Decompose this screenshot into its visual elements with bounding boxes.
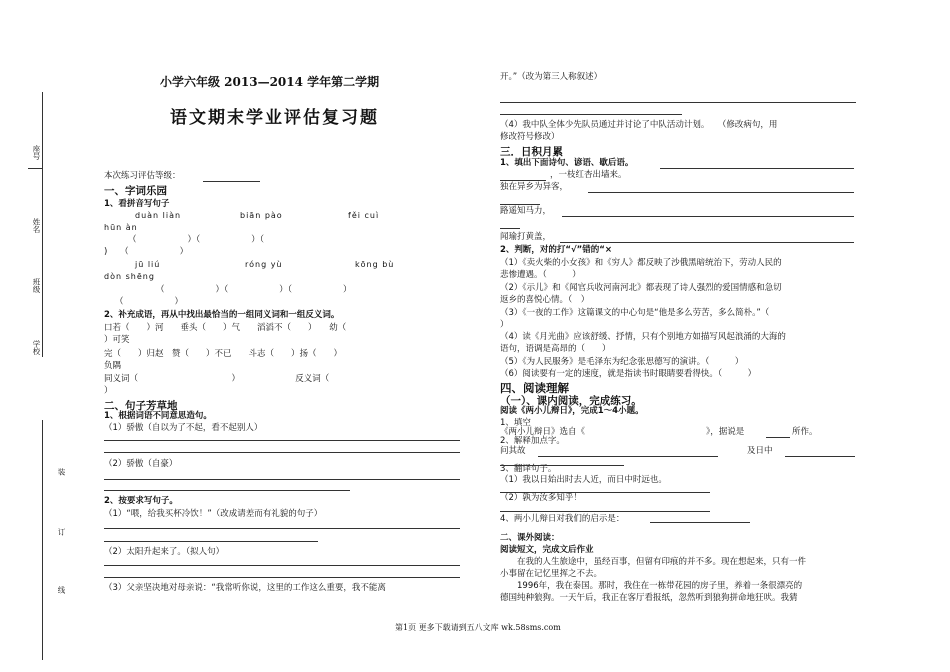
- pinyin-5: jū liú: [135, 260, 161, 269]
- idiom-line-2[interactable]: 完（ ）归赵 赞（ ）不已 斗志（ ）扬（ ）: [104, 349, 343, 359]
- judge-1a: （1）《卖火柴的小女孩》和《穷人》都反映了沙俄黑暗统治下，劳动人民的: [500, 258, 782, 268]
- r1-line-a: 《两小儿辩日》选自《: [500, 427, 586, 437]
- answer-line[interactable]: [500, 102, 856, 103]
- pinyin-7: kōng bù: [355, 260, 395, 269]
- pinyin-6: róng yù: [245, 260, 283, 269]
- answer-line[interactable]: [562, 216, 854, 217]
- answer-line[interactable]: [500, 465, 624, 466]
- s3-q2: 2、判断，对的打“√”错的“×: [500, 245, 612, 255]
- synonym-line[interactable]: 同义词（ ） 反义词（: [104, 374, 330, 384]
- r-q2-d2: 修改符号修改）: [500, 132, 560, 142]
- answer-line[interactable]: [500, 204, 540, 205]
- s3-l4: 闻瑜打黄盖，: [500, 232, 552, 242]
- answer-line[interactable]: [104, 528, 460, 529]
- passage-p1a: 在我的人生旅途中，虽经百事，但留有印痕的并不多。现在想起来，只有一件: [500, 557, 807, 567]
- school-year-title: 小学六年级 2013—2014 学年第二学期: [160, 75, 380, 89]
- section3-title: 三．日积月累: [500, 146, 563, 158]
- answer-line[interactable]: [500, 180, 546, 181]
- s4-sub2-title: 阅读短文，完成文后作业: [500, 545, 594, 555]
- pinyin-4: hūn àn: [104, 223, 138, 232]
- s2-q1-a: （1）骄傲（自以为了不起，看不起别人）: [104, 423, 263, 433]
- answer-line[interactable]: [104, 541, 318, 542]
- answer-line[interactable]: [104, 490, 350, 491]
- answer-line[interactable]: [660, 168, 854, 169]
- answer-blank[interactable]: [766, 437, 790, 438]
- r-q2-d1: （4）我中队全体少先队员通过并讨论了中队活动计划。 （修改病句，用: [500, 120, 778, 130]
- r3: 3、翻译句子。: [500, 464, 557, 474]
- section2-title: 二、句子芳草地: [104, 400, 178, 412]
- answer-line[interactable]: [104, 440, 460, 441]
- s2-q2-c: （3）父亲坚决地对母亲说：“我常听你说，这里的工作这么重要，我不能离: [104, 583, 386, 593]
- seat-label: 座号: [32, 145, 41, 160]
- pinyin-brackets-1[interactable]: （ ）（ ）（: [128, 235, 265, 245]
- pinyin-brackets-2b[interactable]: （ ）: [115, 297, 184, 307]
- pinyin-1: duàn liàn: [135, 211, 182, 220]
- s2-q2-title: 2、按要求写句子。: [104, 496, 178, 506]
- section4-title: 四、阅读理解: [500, 381, 569, 395]
- pinyin-brackets-1b[interactable]: ) （ ）: [104, 247, 189, 257]
- school-label: 学校: [32, 340, 41, 355]
- r1-line-c: 所作。: [792, 427, 818, 437]
- s4-sub2: 二、课外阅读：: [500, 533, 560, 543]
- answer-line[interactable]: [104, 565, 460, 566]
- s2-q1-title: 1、根据词语不同意思造句。: [104, 411, 212, 421]
- r1-line-b: 》，据说是: [706, 427, 745, 437]
- s2-q2-b: （2）太阳升起来了。（拟人句）: [104, 547, 225, 557]
- judge-1b[interactable]: 悲惨遭遇。（ ）: [500, 270, 581, 280]
- idiom-line-2b: 负隅: [104, 361, 122, 371]
- grade-blank[interactable]: [203, 181, 260, 182]
- answer-line[interactable]: [104, 479, 460, 480]
- r2: 2、解释加点字。: [500, 436, 565, 446]
- section1-title: 一、字词乐园: [104, 185, 167, 197]
- answer-blank[interactable]: [650, 522, 750, 523]
- r-cont-line: 开。”（改为第三人称叙述）: [500, 72, 603, 82]
- judge-5[interactable]: （5）《为人民服务》是毛泽东为纪念张思德写的演讲。（ ）: [500, 357, 744, 367]
- name-label: 姓名: [32, 218, 41, 233]
- s2-q1-b: （2）骄傲（自豪）: [104, 459, 178, 469]
- s3-q1: 1、填出下面诗句、谚语、歇后语。: [500, 158, 634, 168]
- idiom-line-1[interactable]: 口若（ ）河 垂头（ ）气 滔滔不（ ） 幼（: [104, 323, 347, 333]
- answer-line[interactable]: [588, 192, 854, 193]
- page-footer: 第1页 更多下载请到五八文库 wk.58sms.com: [395, 623, 561, 632]
- grade-label: 本次练习评估等级：: [104, 171, 181, 181]
- answer-line[interactable]: [500, 114, 682, 115]
- judge-3b[interactable]: ）: [500, 320, 509, 330]
- judge-2b[interactable]: 返乡的喜悦心情。（ ）: [500, 295, 590, 305]
- seat-underline: [28, 168, 42, 169]
- passage-p1b: 小事留在记忆里挥之不去。: [500, 569, 603, 579]
- binding-line-top: [42, 92, 43, 357]
- binding-ding: 订: [57, 528, 66, 536]
- r2-b: 及日中: [747, 446, 773, 456]
- answer-line[interactable]: [560, 242, 854, 243]
- answer-line[interactable]: [500, 511, 710, 512]
- s2-q2-a: （1）“喂，给我买杯冷饮！”（改成请差而有礼貌的句子）: [104, 509, 323, 519]
- judge-2a: （2）《示儿》和《闻官兵收河南河北》都表现了诗人强烈的爱国情感和急切: [500, 283, 782, 293]
- r4: 4、两小儿辩日对我们的启示是：: [500, 514, 625, 524]
- binding-line-bottom: [42, 420, 43, 660]
- main-title: 语文期末学业评估复习题: [170, 108, 379, 128]
- binding-xian: 线: [57, 586, 66, 594]
- pinyin-8: dòn shēng: [104, 272, 155, 281]
- passage-p2a: 1996年，我在泰国。那时，我住在一栋带花园的房子里，养着一条很漂亮的: [500, 581, 803, 591]
- judge-4a: （4）读《月光曲》应该舒缓、抒情，只有个别地方如描写风起浪涌的大海的: [500, 332, 786, 342]
- passage-p2b: 德国纯种狼狗。一天午后，我正在客厅看报纸，忽然听到狼狗拼命地狂吠。我猜: [500, 593, 798, 603]
- judge-6[interactable]: （6）阅读要有一定的速度，就是指读书时眼睛要看得快。（ ）: [500, 369, 757, 379]
- r1: 1、填空: [500, 418, 531, 428]
- answer-line[interactable]: [104, 577, 460, 578]
- judge-3: （3）《一夜的工作》这篇课文的中心句是“他是多么劳苦，多么简朴。”（: [500, 308, 770, 318]
- s4-read-title: 阅读《两小儿辩日》，完成1～4小题。: [500, 406, 644, 416]
- s4-sub1: （一）、课内阅读，完成练习。: [500, 395, 642, 407]
- judge-4b[interactable]: 语句，语调是高昂的（ ）: [500, 344, 611, 354]
- r3-a: （1）我以日始出时去人近，而日中时远也。: [500, 475, 667, 485]
- s1-q2-title: 2、补充成语，再从中找出最恰当的一组同义词和一组反义词。: [104, 310, 340, 320]
- class-label: 班级: [32, 278, 41, 293]
- synonym-close: ）: [104, 386, 113, 396]
- binding-zhuang: 装: [57, 468, 66, 476]
- s1-q1-title: 1、看拼音写句子: [104, 199, 170, 209]
- pinyin-brackets-2[interactable]: （ ）（ ）（ ）: [156, 285, 352, 295]
- answer-blank[interactable]: [785, 456, 855, 457]
- s3-l2: 独在异乡为异客，: [500, 182, 569, 192]
- answer-blank[interactable]: [538, 456, 718, 457]
- pinyin-3: fěi cuì: [348, 211, 380, 220]
- answer-line[interactable]: [104, 452, 460, 453]
- r3-b: （2）孰为汝多知乎！: [500, 493, 582, 503]
- s3-l3: 路遥知马力，: [500, 206, 552, 216]
- pinyin-2: biān pào: [240, 211, 283, 220]
- s3-l1: ，一枝红杏出墙来。: [550, 170, 627, 180]
- r2-a: 问其故: [500, 446, 526, 456]
- answer-line[interactable]: [500, 228, 520, 229]
- idiom-line-1b[interactable]: ）可笑: [104, 335, 130, 345]
